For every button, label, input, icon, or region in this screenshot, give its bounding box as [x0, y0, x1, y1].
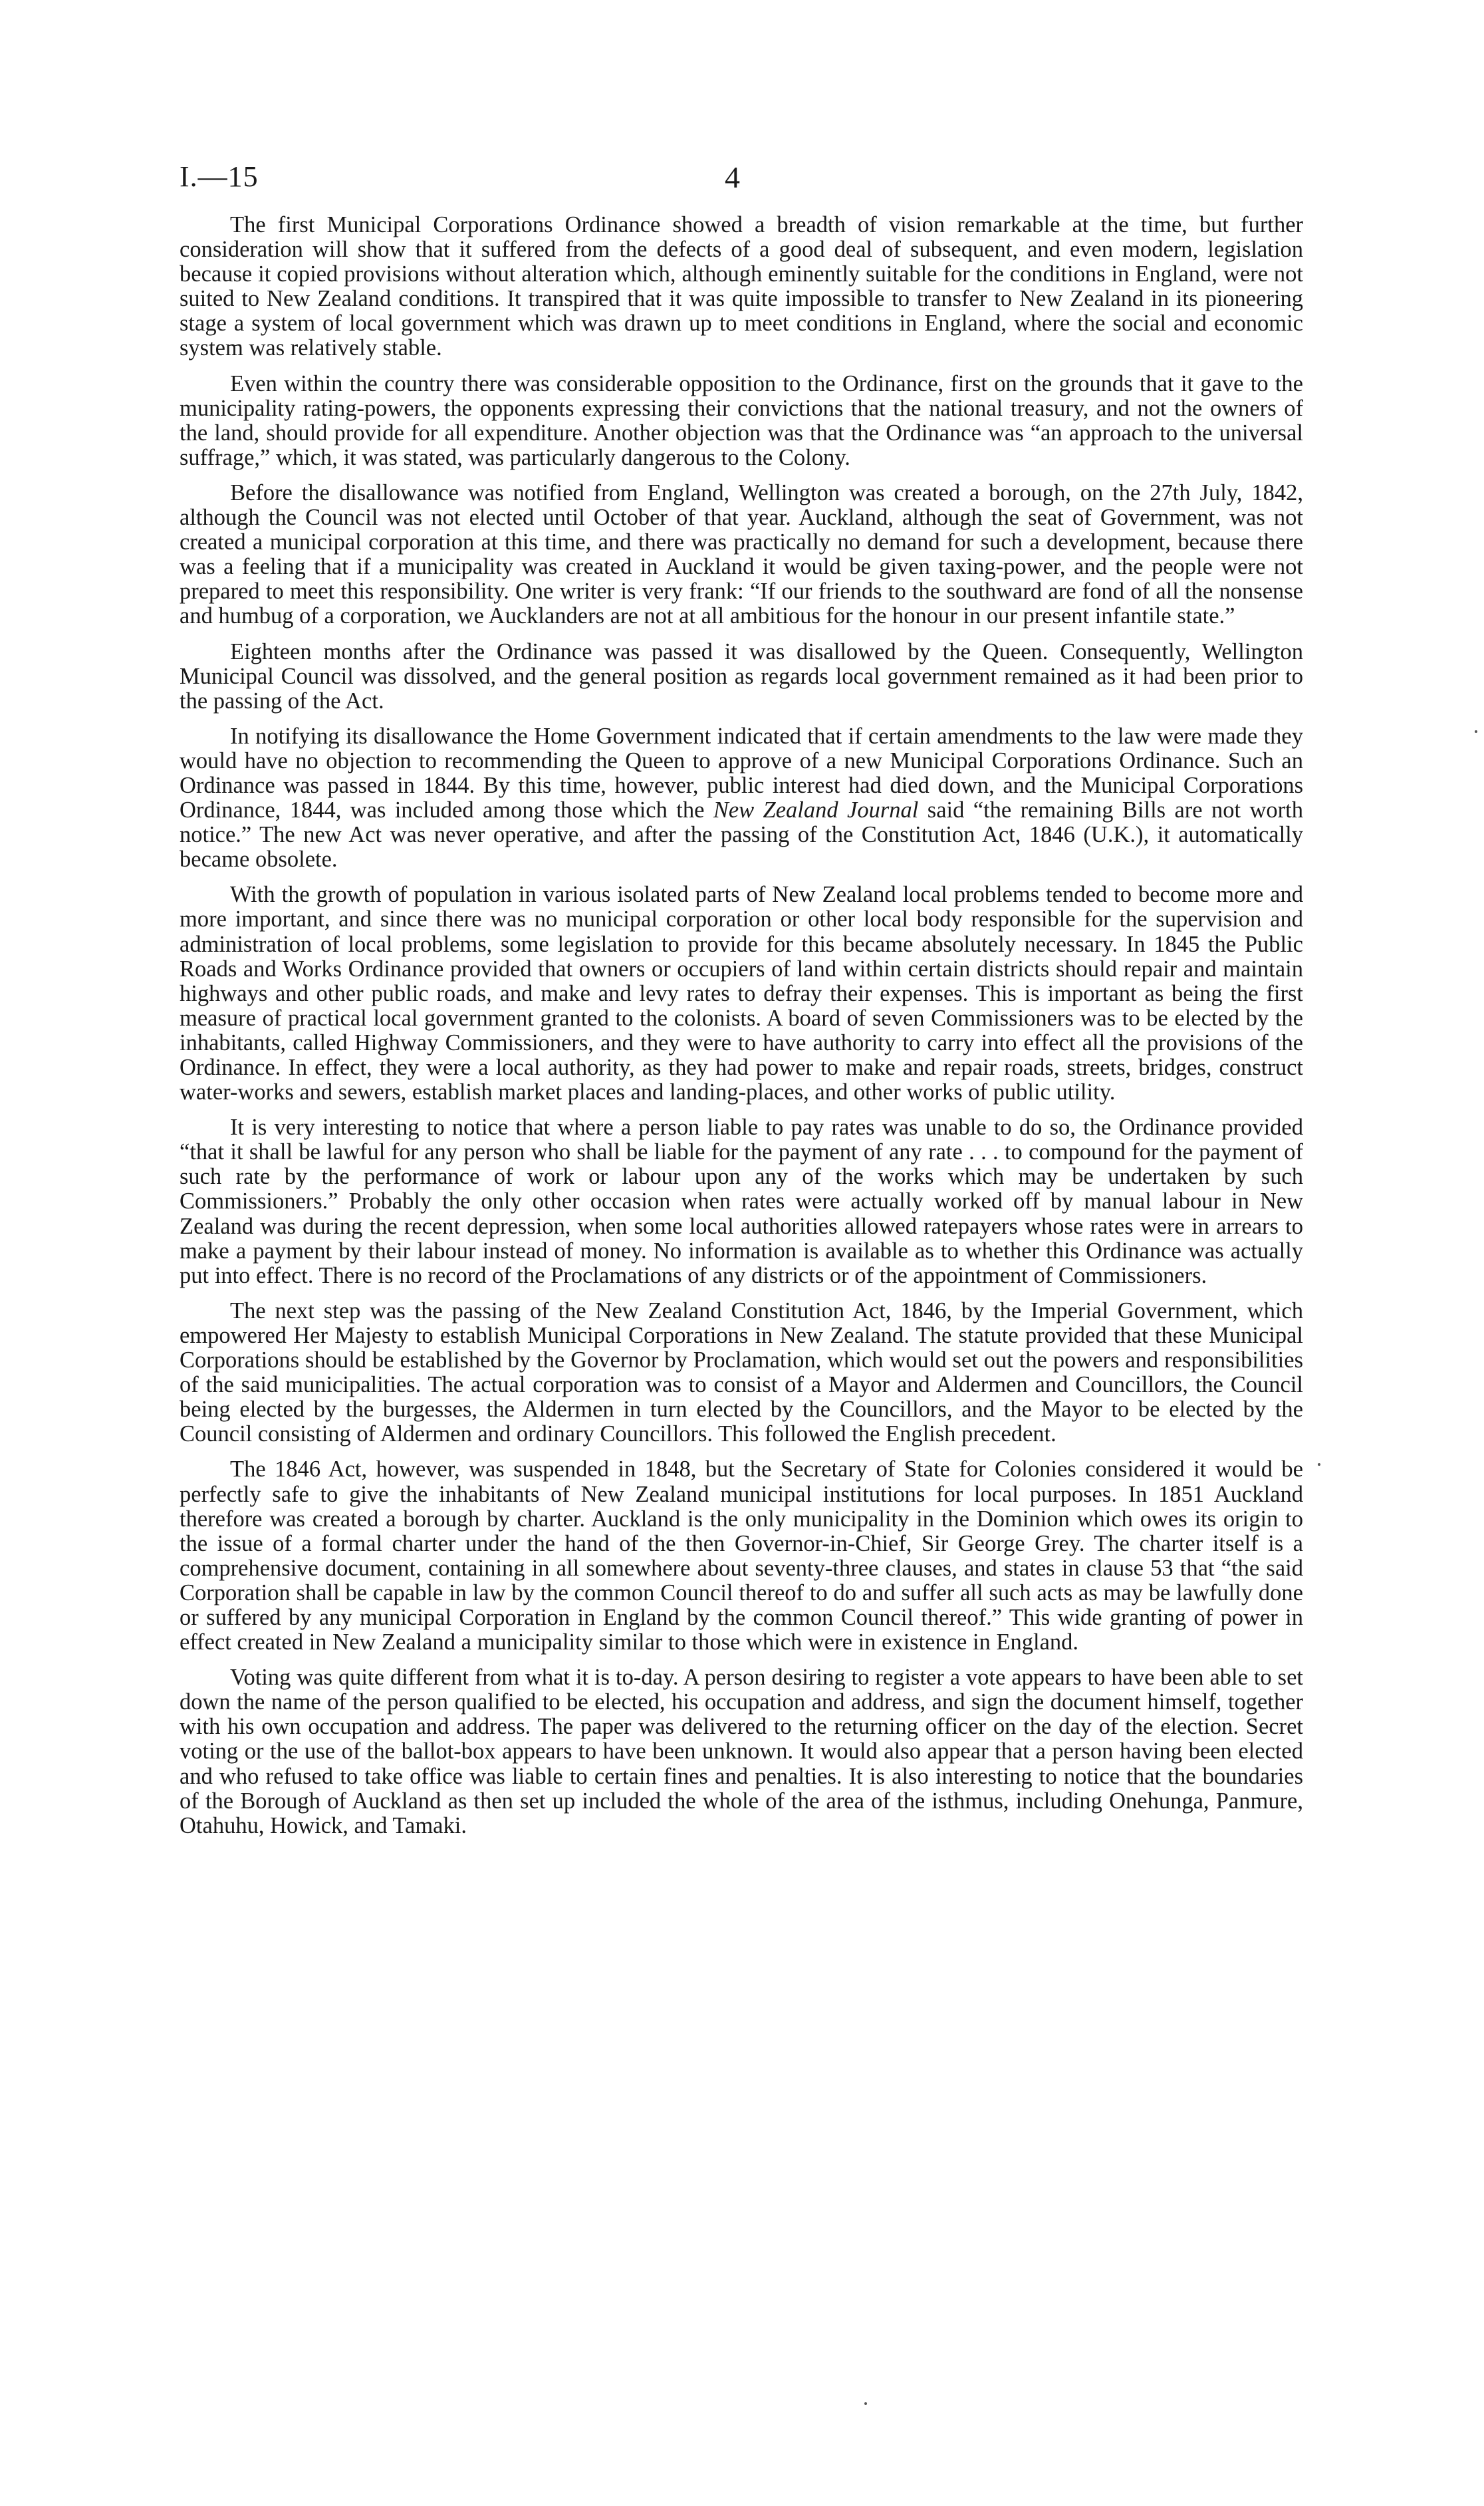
paragraph-9: The 1846 Act, however, was suspended in 1848, but the Secretary of State for Colonies considered it would be perfectly safe to give the inhabitants of New Zealand municipal institutions for local purposes. In 1851 Auckland therefore was created a borough by charter. Auckland is the only municipality in the Dominion which owes its origin to the issue of a formal charter under the hand of the then Governor-in-Chief, Sir George Grey. The charter itself is a comprehensive document, containing in all somewhere about seventy-three clauses, and states in clause 53 that “the said Corporation shall be capable in law by the common Council thereof to do and suffer all such acts as may be lawfully done or suffered by any municipal Corporation in England by the common Council thereof.” This wide granting of power in effect created in New Zealand a municipality similar to those which were in existence in England.: [180, 1457, 1303, 1655]
paragraph-5-text-after: said “the remaining Bills are not worth notice.” The new Act was never operative, and after the passing of the Constitution Act, 1846 (U.K.), it automatically became obsolete.: [180, 797, 1303, 873]
page-number: 4: [725, 160, 740, 194]
paragraph-5: [180, 724, 1303, 873]
paragraph-6: With the growth of population in various isolated parts of New Zealand local problems tended to become more and more important, and since there was no municipal corporation or other local body responsible for the supervision and administration of local problems, some legislation to provide for this became absolutely necessary. In 1845 the Public Roads and Works Ordinance provided that owners or occupiers of land within certain districts should repair and maintain highways and other public roads, and make and levy rates to defray their expenses. This is important as being the first measure of practical local government granted to the colonists. A board of seven Commissioners was to be elected by the inhabitants, called Highway Commissioners, and they were to have authority to carry into effect all the provisions of the Ordinance. In effect, they were a local authority, as they had power to make and repair roads, streets, bridges, construct water-works and sewers, establish market places and landing-places, and other works of public utility.: [180, 882, 1303, 1105]
journal-title: New Zealand Journal: [713, 797, 919, 823]
scan-speck: [1318, 1463, 1320, 1466]
scan-speck: [864, 2402, 867, 2405]
paragraph-3: Before the disallowance was notified from England, Wellington was created a borough, on the 27th July, 1842, although the Council was not elected until October of that year. Auckland, although the seat of Government, was not created a municipal corporation at this time, and there was practically no demand for such a development, because there was a feeling that if a municipality was created in Auckland it would be given taxing-power, and the people were not prepared to meet this responsibility. One writer is very frank: “If our friends to the southward are fond of all the nonsense and humbug of a corporation, we Aucklanders are not at all ambitious for the honour in our present infantile state.”: [180, 480, 1303, 629]
page-header: [180, 160, 1304, 200]
paragraph-1: The first Municipal Corporations Ordinance showed a breadth of vision remarkable at the time, but further consideration will show that it suffered from the defects of a good deal of subsequent, and even modern, legislation because it copied provisions without alteration which, although eminently suitable for the conditions in England, were not suited to New Zealand conditions. It transpired that it was quite impossible to transfer to New Zealand in its pioneering stage a system of local government which was drawn up to meet conditions in England, where the social and economic system was relatively stable.: [180, 212, 1303, 361]
document-reference: I.—15: [180, 160, 259, 193]
paragraph-2: Even within the country there was considerable opposition to the Ordinance, first on the grounds that it gave to the municipality rating-powers, the opponents expressing their convictions that the national treasury, and not the owners of the land, should provide for all expenditure. Another objection was that the Ordinance was “an approach to the universal suffrage,” which, it was stated, was particularly dangerous to the Colony.: [180, 370, 1303, 470]
paragraph-4: Eighteen months after the Ordinance was passed it was disallowed by the Queen. Consequently, Wellington Municipal Council was dissolved, and the general position as regards local government remained as it had been prior to the passing of the Act.: [180, 638, 1303, 714]
paragraph-8: The next step was the passing of the New Zealand Constitution Act, 1846, by the Imperial Government, which empowered Her Majesty to establish Municipal Corporations in New Zealand. The statute provided that these Municipal Corporations should be established by the Governor by Proclamation, which would set out the powers and responsibilities of the said municipalities. The actual corporation was to consist of a Mayor and Aldermen and Councillors, the Council being elected by the burgesses, the Aldermen in turn elected by the Councillors, and the Mayor to be elected by the Council consisting of Aldermen and ordinary Councillors. This followed the English precedent.: [180, 1298, 1303, 1447]
paragraph-7: It is very interesting to notice that where a person liable to pay rates was unable to do so, the Ordinance provided “that it shall be lawful for any person who shall be liable for the payment of any rate . . . to compound for the payment of such rate by the performance of work or labour upon any of the works which may be undertaken by such Commissioners.” Probably the only other occasion when rates were actually worked off by manual labour in New Zealand was during the recent depression, when some local authorities allowed ratepayers whose rates were in arrears to make a payment by their labour instead of money. No information is available as to whether this Ordinance was actually put into effect. There is no record of the Proclamations of any districts or of the appointment of Commissioners.: [180, 1115, 1303, 1288]
scan-speck: [1475, 730, 1477, 733]
paragraph-5-text-before: In notifying its disallowance the Home Government indicated that if certain amendments to the law were made they would have no objection to recommending the Queen to approve of a new Municipal Corporations Ordinance. Such an Ordinance was passed in 1844. By this time, however, public interest had died down, and the Municipal Corporations Ordinance, 1844, was included among those which the: [180, 723, 1303, 823]
paragraph-10: Voting was quite different from what it is to-day. A person desiring to register a vote appears to have been able to set down the name of the person qualified to be elected, his occupation and address, and sign the document himself, together with his own occupation and address. The paper was delivered to the returning officer on the day of the election. Secret voting or the use of the ballot-box appears to have been unknown. It would also appear that a person having been elected and who refused to take office was liable to certain fines and penalties. It is also interesting to notice that the boundaries of the Borough of Auckland as then set up included the whole of the area of the isthmus, including Onehunga, Panmure, Otahuhu, Howick, and Tamaki.: [180, 1665, 1303, 1838]
body-text: [180, 213, 1303, 1849]
